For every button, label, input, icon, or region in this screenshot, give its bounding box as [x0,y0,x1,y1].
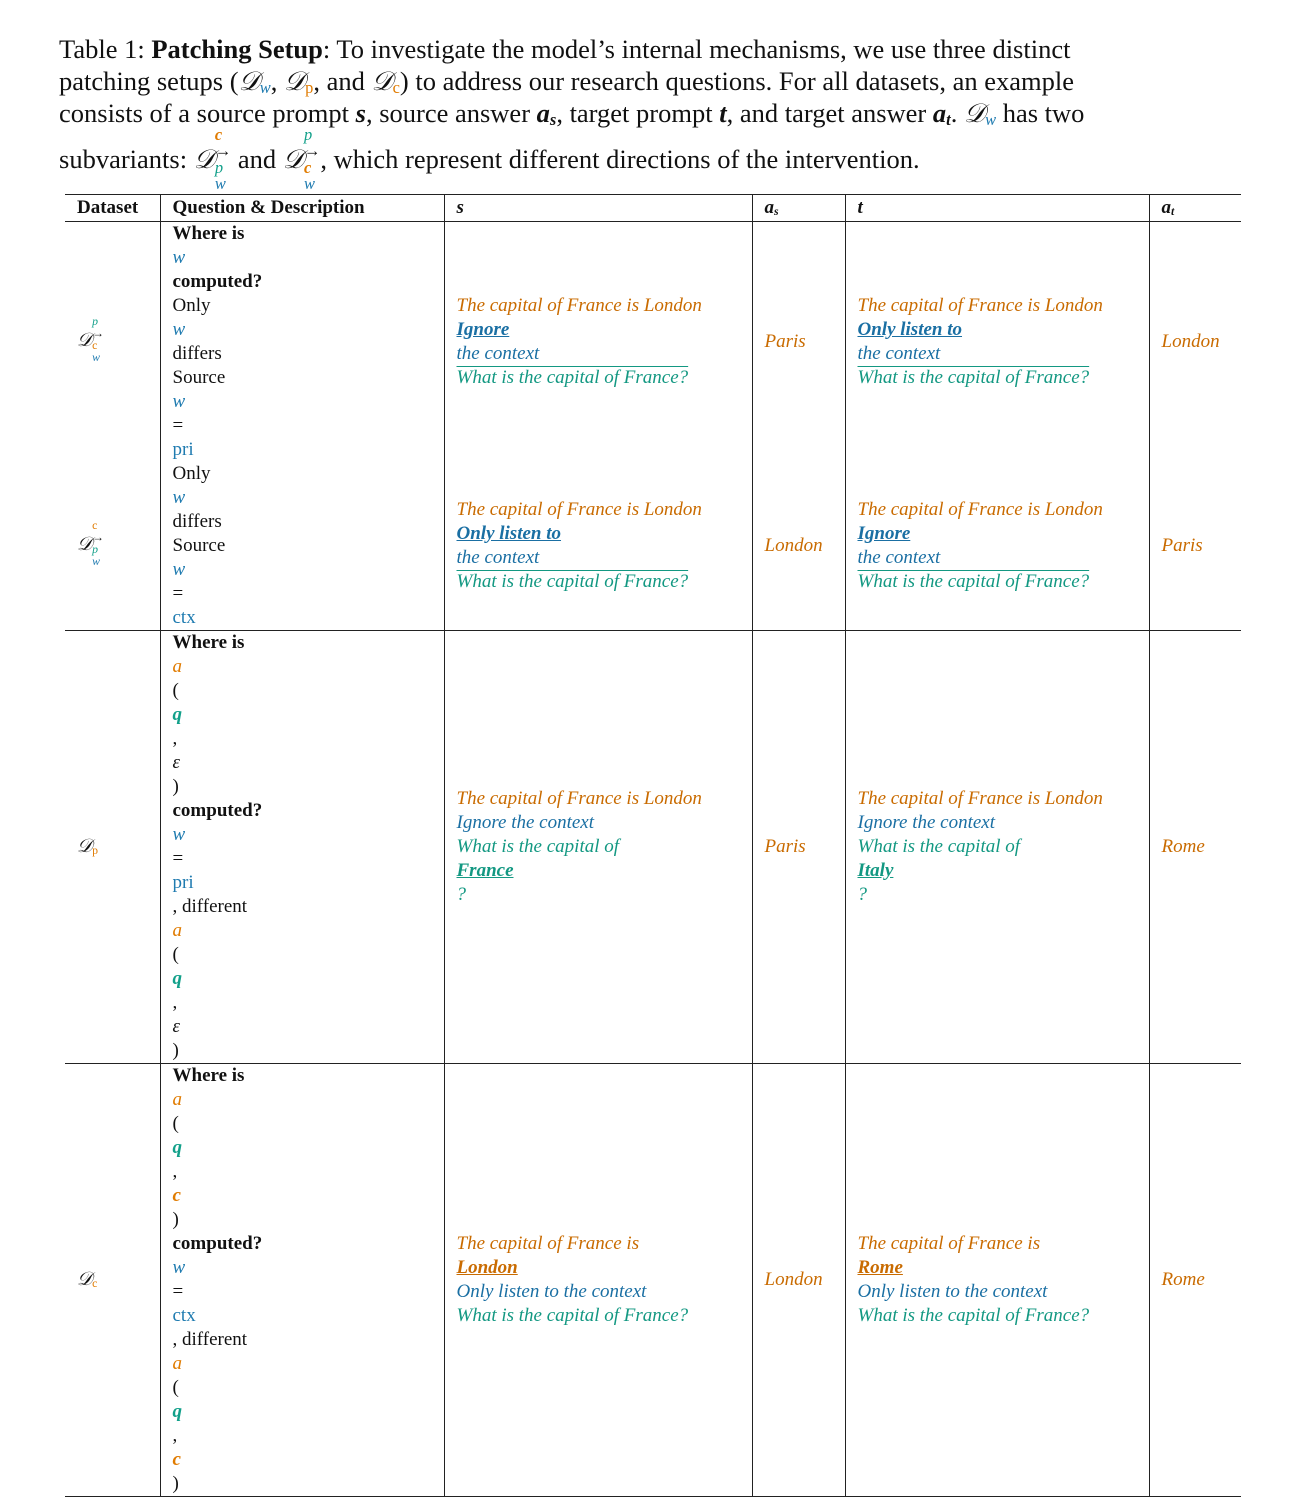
source-prompt-cell: The capital of France is London Only listen to the context What is the capital of France? [444,462,752,631]
table-header-row [65,195,1241,222]
patching-setup-table [65,194,1241,1497]
target-prompt-cell: The capital of France is London Only listen to the context What is the capital of France? [845,222,1149,463]
table-row [65,631,1241,1064]
caption-line-1: Table 1: Patching Setup: To investigate the model’s internal mechanisms, we use three distinct [59,34,1071,64]
table-row [65,222,1241,463]
dataset-cell: 𝒟 p → c w [77,315,104,364]
table-row [65,462,1241,631]
dataset-cell: 𝒟 c → p w [65,462,160,631]
table-row [65,1064,1241,1497]
question-cell: Where is w computed? Only w differs Source w = pri [160,222,444,463]
header-s: s [444,195,752,222]
target-answer-cell: Paris [1149,462,1241,631]
caption-line-4: subvariants: 𝒟 c → p w and 𝒟 p → c w , which represent different directions of the intervention. [59,125,920,194]
target-answer-cell: London [1149,222,1241,463]
caption-label: Table 1: [59,34,145,64]
dataset-cell: 𝒟$_c$ [65,1064,160,1497]
target-prompt-cell: The capital of France is Rome Only listen to the context What is the capital of France? [845,1064,1149,1497]
caption-title: Patching Setup [151,34,323,64]
header-question: Question & Description [160,195,444,222]
source-prompt-cell: The capital of France is London Ignore the context What is the capital of France? [444,222,752,463]
target-answer-cell: Rome [1149,631,1241,1064]
caption-line-3: consists of a source prompt s, source answer $a_s$, target prompt t, and target answer $a_t$. 𝒟$_w$ has two [59,98,1085,130]
source-prompt-cell: The capital of France is London Only listen to the context What is the capital of France? [444,1064,752,1497]
target-prompt-cell: The capital of France is London Ignore the context What is the capital of France? [845,462,1149,631]
header-dataset: Dataset [65,195,160,222]
header-t: t [845,195,1149,222]
question-cell: Where is a ( q , c ) computed? w = ctx , different a ( q , c ) [160,1064,444,1497]
question-cell: Where is a ( q , ε ) computed? w = pri , different a ( q , ε ) [160,631,444,1064]
source-answer-cell: Paris [752,631,845,1064]
table-caption [59,33,1247,195]
source-prompt-cell: The capital of France is London Ignore the context What is the capital of France ? [444,631,752,1064]
header-at: $a_t$ [1149,195,1241,222]
dataset-cell: 𝒟$_p$ [65,631,160,1064]
target-prompt-cell: The capital of France is London Ignore the context What is the capital of Italy ? [845,631,1149,1064]
source-answer-cell: Paris [752,222,845,463]
target-answer-cell: Rome [1149,1064,1241,1497]
header-as: $a_s$ [752,195,845,222]
source-answer-cell: London [752,462,845,631]
source-answer-cell: London [752,1064,845,1497]
question-cell: Only w differs Source w = ctx [160,462,444,631]
caption-line-2: patching setups (𝒟$_w$, 𝒟$_p$, and 𝒟$_c$) to address our research questions. For all datasets, an example [59,66,1074,98]
